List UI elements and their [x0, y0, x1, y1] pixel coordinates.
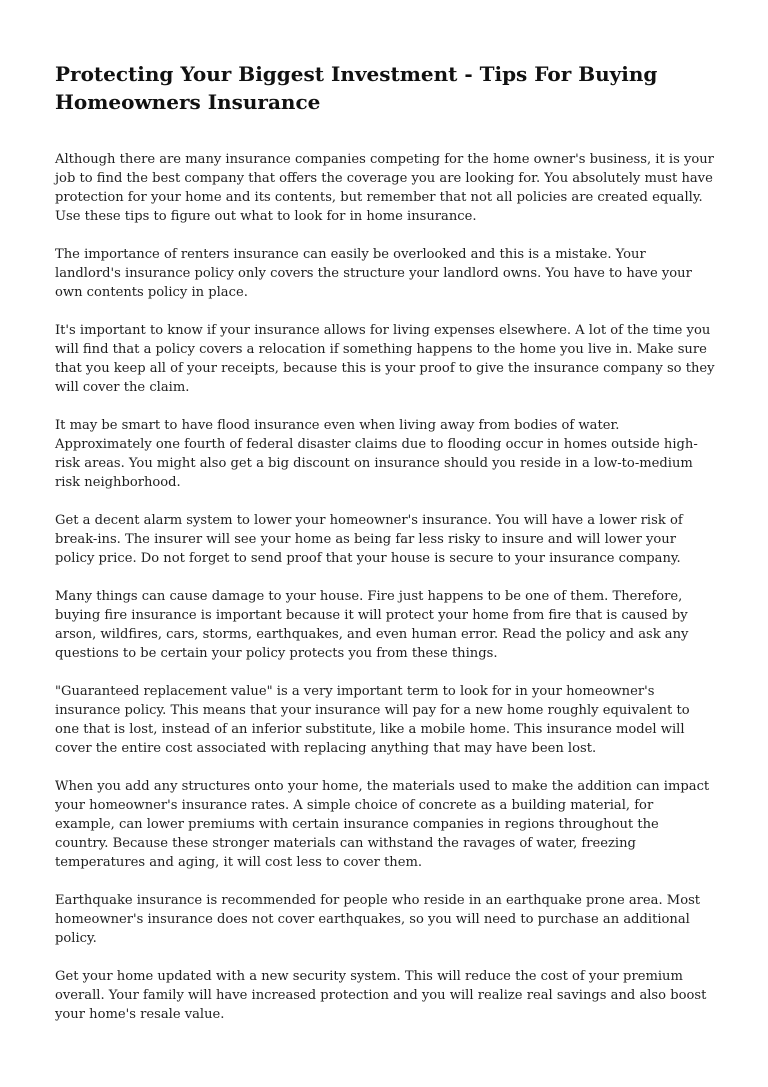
paragraph: Earthquake insurance is recommended for people who reside in an earthquake prone area. Most homeowner's insurance does not cover earthquakes, so you will need to purchase an additional policy.: [55, 893, 701, 946]
paragraph: Many things can cause damage to your house. Fire just happens to be one of them. Therefore, buying fire insurance is important because it will protect your home from fire that is caused by arson, wildfires, cars, storms, earthquakes, and even human error. Read the policy and ask any questions to be certain your policy protects you from these things.: [55, 589, 689, 661]
paragraph: Get a decent alarm system to lower your homeowner's insurance. You will have a lower risk of break-ins. The insurer will see your home as being far less risky to insure and will lower your policy price. Do not forget to send proof that your house is secure to your insurance company.: [55, 513, 683, 566]
paragraph: Get your home updated with a new security system. This will reduce the cost of your premium overall. Your family will have increased protection and you will realize real savings and also boost your home's resale value.: [55, 969, 707, 1022]
paragraph: When you add any structures onto your home, the materials used to make the addition can impact your homeowner's insurance rates. A simple choice of concrete as a building material, for example, can lower premiums with certain insurance companies in regions throughout the country. Because these stronger materials can withstand the ravages of water, freezing temperatures and aging, it will cost less to cover them.: [55, 779, 710, 870]
paragraph: The importance of renters insurance can easily be overlooked and this is a mistake. Your landlord's insurance policy only covers the structure your landlord owns. You have to have your own contents policy in place.: [55, 247, 692, 300]
document-page: [55, 60, 715, 1043]
paragraph: "Guaranteed replacement value" is a very important term to look for in your homeowner's insurance policy. This means that your insurance will pay for a new home roughly equivalent to one that is lost, instead of an inferior substitute, like a mobile home. This insurance model will cover the entire cost associated with replacing anything that may have been lost.: [55, 684, 690, 756]
paragraph: It may be smart to have flood insurance even when living away from bodies of water. Approximately one fourth of federal disaster claims due to flooding occur in homes outside high-risk areas. You might also get a big discount on insurance should you reside in a low-to-medium risk neighborhood.: [55, 418, 698, 490]
document-title: Protecting Your Biggest Investment - Tips For Buying Homeowners Insurance: [55, 62, 658, 114]
paragraph: It's important to know if your insurance allows for living expenses elsewhere. A lot of the time you will find that a policy covers a relocation if something happens to the home you live in. Make sure that you keep all of your receipts, because this is your proof to give the insurance company so they will cover the claim.: [55, 323, 715, 395]
paragraph: Although there are many insurance companies competing for the home owner's business, it is your job to find the best company that offers the coverage you are looking for. You absolutely must have protection for your home and its contents, but remember that not all policies are created equally. Use these tips to figure out what to look for in home insurance.: [55, 152, 714, 224]
